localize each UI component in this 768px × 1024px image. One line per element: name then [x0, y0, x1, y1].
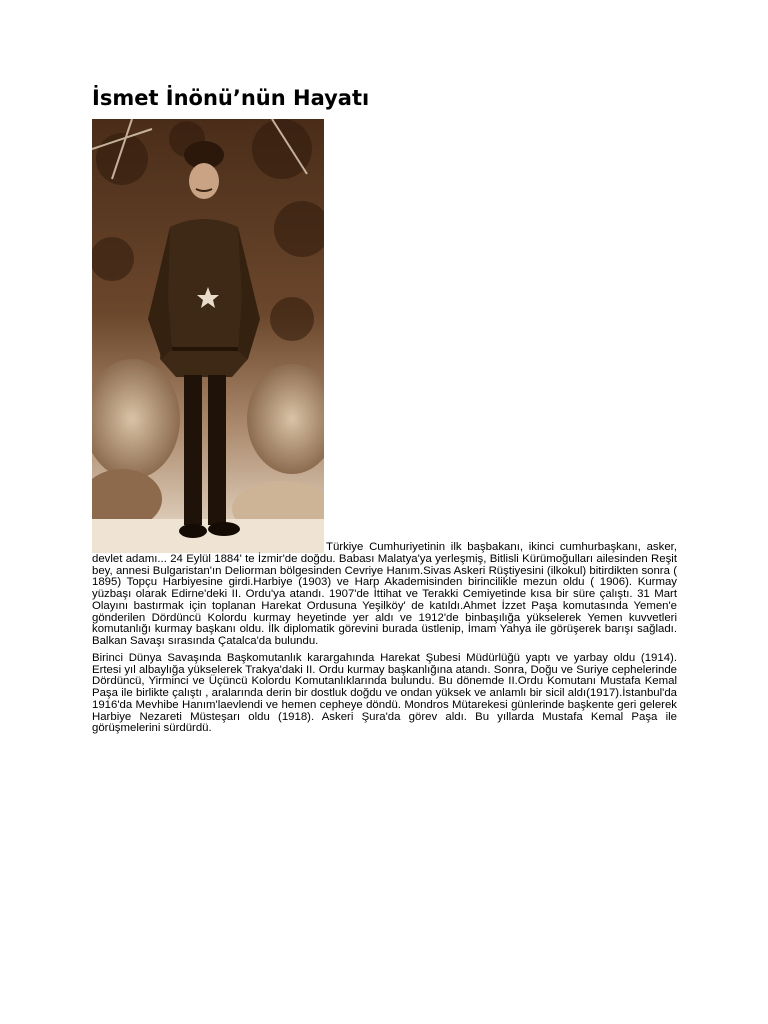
document-body: [92, 119, 677, 740]
document-title: İsmet İnönü’nün Hayatı: [92, 86, 370, 110]
portrait-photo: [92, 119, 324, 553]
paragraph-1: Türkiye Cumhuriyetinin ilk başbakanı, ikinci cumhurbaşkanı, asker, devlet adamı... 24 Eylül 1884' te İzmir'de doğdu. Babası Malatya'ya yerleşmiş, Bitlisli Kürümoğulları ailesinden Reşit bey, annesi Bulgaristan'ın Deliorman bölgesinden Cevriye Hanım.Sivas Askeri Rüştiyesini (ilkokul) bitirdikten sonra ( 1895) Topçu Harbiyesine girdi.Harbiye (1903) ve Harp Akademisinden birincilikle mezun oldu ( 1906). Kurmay yüzbaşı olarak Edirne'deki II. Ordu'ya atandı. 1907'de İttihat ve Terakki Cemiyetinde kısa bir süre çalıştı. 31 Mart Olayını bastırmak için toplanan Harekat Ordusuna Yeşilköy' de katıldı.Ahmet İzzet Paşa komutasında Yemen'e gönderilen Dördüncü Kolordu kurmay heyetinde yer aldı ve 1912'de binbaşılığa yükselerek Yemen kuvvetleri komutanlığı kurmay başkanı oldu. İlk diplomatik görevini burada üstlenip, İmam Yahya ile görüşerek barışı sağladı. Balkan Savaşı sırasında Çatalca'da bulundu.: [92, 541, 677, 647]
paragraph-2: Birinci Dünya Savaşında Başkomutanlık karargahında Harekat Şubesi Müdürlüğü yaptı ve yarbay oldu (1914). Ertesi yıl albaylığa yükselerek Trakya'daki II. Ordu kurmay başkanlığına atandı. Sonra, Doğu ve Suriye cephelerinde Dördüncü, Yirminci ve Üçüncü Kolordu Komutanlıklarında bulundu. Bu dönemde II.Ordu Komutanı Mustafa Kemal Paşa ile birlikte çalıştı , aralarında derin bir dostluk doğdu ve ondan yüksek ve anlamlı bir sicil aldı(1917).İstanbul'da 1916'da Mevhibe Hanım'laevlendi ve hemen cepheye döndü. Mondros Mütarekesi günlerinde başkente geri gelerek Harbiye Nezareti Müsteşarı oldu (1918). Askeri Şura'da görev aldı. Bu yıllarda Mustafa Kemal Paşa ile görüşmelerini sürdürdü.: [92, 651, 677, 735]
